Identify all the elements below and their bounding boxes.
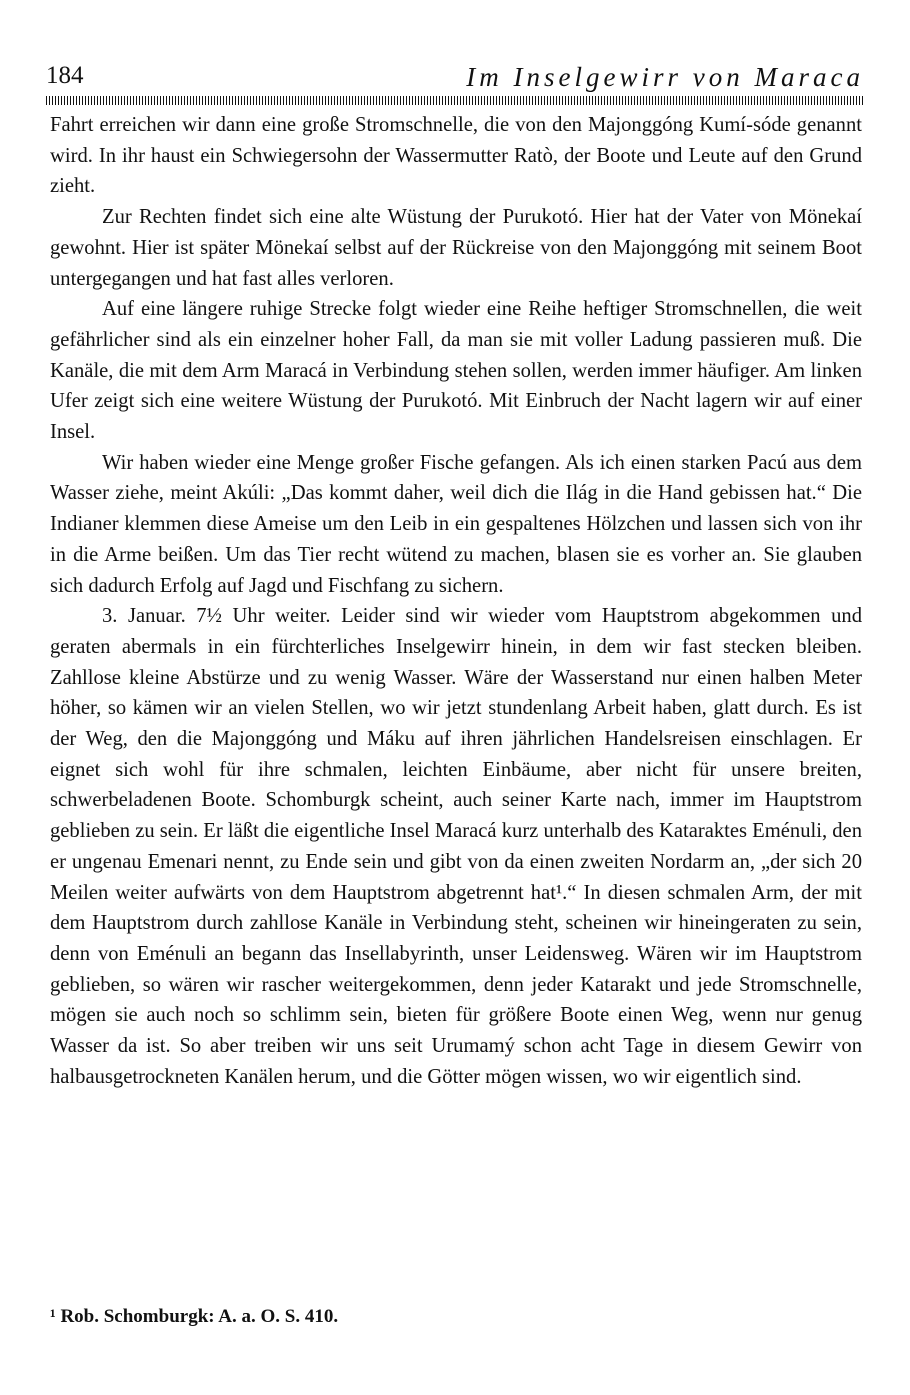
paragraph-1: Fahrt erreichen wir dann eine große Stromschnelle, die von den Majonggóng Kumí-sóde genannt wird. In ihr haust ein Schwiegersohn der Wassermutter Ratò, der Boote und Leute auf den Grund zieht. — [50, 114, 862, 198]
header-rule — [46, 96, 864, 105]
footnote: ¹ Rob. Schomburgk: A. a. O. S. 410. — [50, 1306, 339, 1327]
paragraph-4: Wir haben wieder eine Menge großer Fische gefangen. Als ich einen starken Pacú aus dem Wasser ziehe, meint Akúli: „Das kommt daher, weil dich die Ilág in die Hand gebissen hat.“ Die Indianer klemmen diese Ameise um den Leib in ein gespaltenes Hölzchen und lassen sich von ihr in die Arme beißen. Um das Tier recht wütend zu machen, blasen sie es vorher an. Sie glauben sich dadurch Erfolg auf Jagd und Fischfang zu sichern. — [50, 451, 862, 597]
paragraph-3: Auf eine längere ruhige Strecke folgt wieder eine Reihe heftiger Stromschnellen, die weit gefährlicher sind als ein einzelner hoher Fall, da man sie mit voller Ladung passieren muß. Die Kanäle, die mit dem Arm Maracá in Verbindung stehen sollen, werden immer häufiger. Am linken Ufer zeigt sich eine weitere Wüstung der Purukotó. Mit Einbruch der Nacht lagern wir auf einer Insel. — [50, 298, 862, 444]
paragraph-5: 3. Januar. 7½ Uhr weiter. Leider sind wir wieder vom Hauptstrom abgekommen und geraten abermals in ein fürchterliches Inselgewirr hinein, in dem wir fast stecken bleiben. Zahllose kleine Abstürze und zu wenig Wasser. Wäre der Wasserstand nur einen halben Meter höher, so kämen wir an vielen Stellen, wo wir jetzt stundenlang Arbeit haben, glatt durch. Es ist der Weg, den die Majonggóng und Máku auf ihren jährlichen Handelsreisen einschlagen. Er eignet sich wohl für ihre schmalen, leichten Einbäume, aber nicht für unsere breiten, schwerbeladenen Boote. Schomburgk scheint, auch seiner Karte nach, immer im Hauptstrom geblieben zu sein. Er läßt die eigentliche Insel Maracá kurz unterhalb des Kataraktes Eménuli, den er ungenau Emenari nennt, zu Ende sein und gibt von da einen zweiten Nordarm an, „der sich 20 Meilen weiter aufwärts von dem Hauptstrom abgetrennt hat¹.“ In diesen schmalen Arm, der mit dem Hauptstrom durch zahllose Kanäle in Verbindung steht, scheinen wir hineingeraten zu sein, denn von Eménuli an begann das Insellabyrinth, unser Leidensweg. Wären wir im Hauptstrom geblieben, so wären wir rascher weitergekommen, denn jeder Katarakt und jede Stromschnelle, mögen sie auch noch so schlimm sein, bieten für größere Boote einen Weg, wenn nur genug Wasser da ist. So aber treiben wir uns seit Urumamý schon acht Tage in diesem Gewirr von halbausgetrockneten Kanälen herum, und die Götter mögen wissen, wo wir eigentlich sind. — [50, 605, 862, 1088]
page-header — [46, 62, 864, 92]
paragraph-2: Zur Rechten findet sich eine alte Wüstung der Purukotó. Hier hat der Vater von Mönekaí gewohnt. Hier ist später Mönekaí selbst auf der Rückreise von den Majonggóng mit seinem Boot untergegangen und hat fast alles verloren. — [50, 206, 862, 290]
page-number: 184 — [46, 62, 84, 89]
running-title: Im Inselgewirr von Maraca — [466, 62, 864, 92]
body-text — [50, 110, 862, 1093]
